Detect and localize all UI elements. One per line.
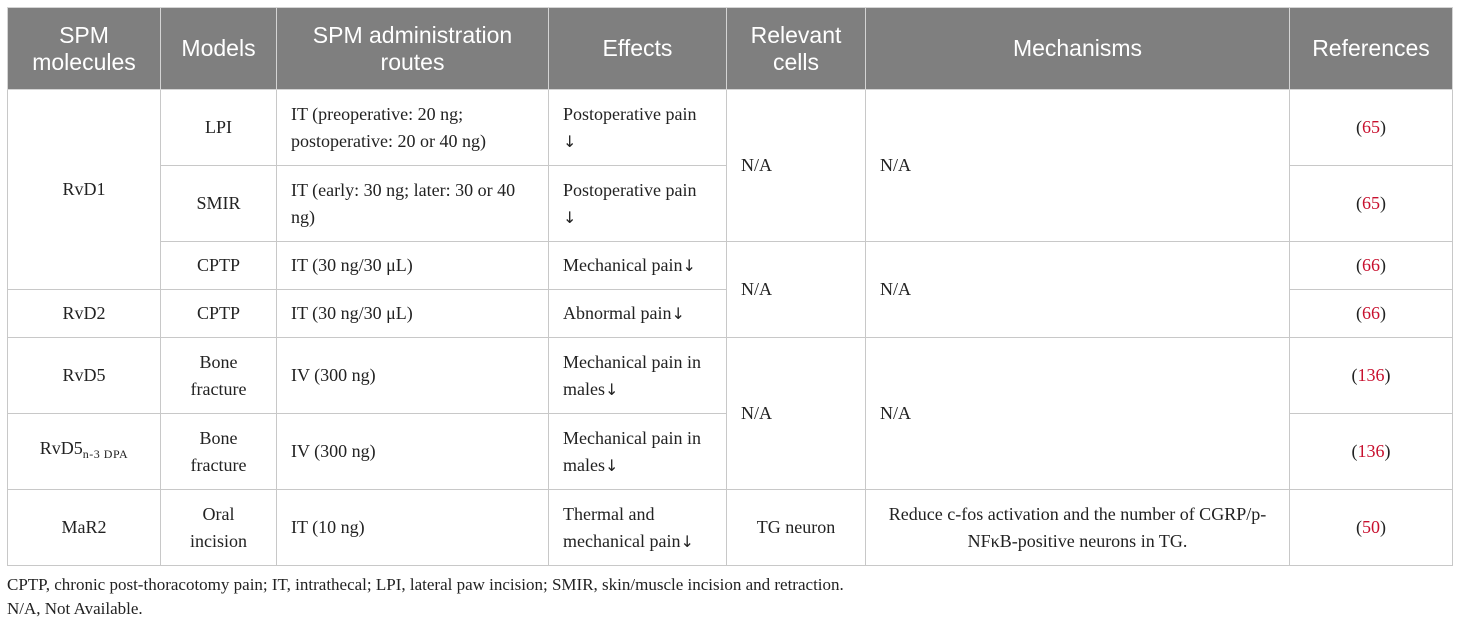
- reference-link[interactable]: 50: [1362, 517, 1380, 537]
- footnote-na: N/A, Not Available.: [7, 599, 143, 618]
- down-arrow-icon: ↓: [682, 256, 696, 275]
- reference-link[interactable]: 66: [1362, 255, 1380, 275]
- effect-text: Abnormal pain: [563, 303, 672, 323]
- footnote-abbreviations: CPTP, chronic post-thoracotomy pain; IT, intrathecal; LPI, lateral paw incision; SMIR, skin/muscle incision and retraction.: [7, 575, 844, 594]
- cells-cell: N/A: [727, 90, 866, 242]
- route-cell: IT (preoperative: 20 ng; postoperative: 20 or 40 ng): [277, 90, 549, 166]
- reference-cell: (65): [1290, 90, 1453, 166]
- header-routes: SPM administration routes: [277, 8, 549, 90]
- reference-cell: (65): [1290, 166, 1453, 242]
- molecule-cell: RvD1: [8, 90, 161, 290]
- reference-link[interactable]: 65: [1362, 193, 1380, 213]
- effect-cell: [549, 242, 727, 290]
- molecule-cell: MaR2: [8, 490, 161, 566]
- molecule-subscript: n-3 DPA: [82, 447, 129, 461]
- reference-cell: (50): [1290, 490, 1453, 566]
- route-cell: IT (30 ng/30 μL): [277, 290, 549, 338]
- effect-text: Thermal and mechanical pain: [563, 503, 681, 551]
- down-arrow-icon: ↓: [680, 531, 694, 551]
- effect-cell: [549, 90, 727, 166]
- effect-text: Mechanical pain: [563, 255, 683, 275]
- header-row: [8, 8, 1453, 90]
- reference-cell: (136): [1290, 338, 1453, 414]
- route-cell: IT (10 ng): [277, 490, 549, 566]
- effect-cell: [549, 490, 727, 566]
- effect-cell: [549, 338, 727, 414]
- table-row: [8, 490, 1453, 566]
- reference-link[interactable]: 136: [1357, 441, 1385, 461]
- header-effects: Effects: [549, 8, 727, 90]
- effect-cell: [549, 414, 727, 490]
- model-cell: CPTP: [161, 290, 277, 338]
- effect-text: Postoperative pain: [563, 179, 697, 200]
- header-cells: Relevant cells: [727, 8, 866, 90]
- cells-cell: N/A: [727, 242, 866, 338]
- model-cell: LPI: [161, 90, 277, 166]
- molecule-cell: [8, 414, 161, 490]
- mechanism-cell: Reduce c-fos activation and the number of CGRP/p-NFκB-positive neurons in TG.: [866, 490, 1290, 566]
- model-cell: SMIR: [161, 166, 277, 242]
- effect-text: Mechanical pain in males: [563, 351, 701, 399]
- route-cell: IT (30 ng/30 μL): [277, 242, 549, 290]
- molecule-cell: RvD5: [8, 338, 161, 414]
- mechanism-cell: N/A: [866, 338, 1290, 490]
- header-references: References: [1290, 8, 1453, 90]
- molecule-text: RvD5: [39, 438, 83, 458]
- down-arrow-icon: ↓: [563, 131, 577, 151]
- mechanism-cell: N/A: [866, 242, 1290, 338]
- reference-link[interactable]: 66: [1362, 303, 1380, 323]
- header-molecules: SPM molecules: [8, 8, 161, 90]
- route-cell: IV (300 ng): [277, 414, 549, 490]
- reference-cell: (66): [1290, 290, 1453, 338]
- down-arrow-icon: ↓: [605, 379, 619, 399]
- molecule-cell: RvD2: [8, 290, 161, 338]
- spm-table: [7, 7, 1453, 566]
- down-arrow-icon: ↓: [605, 455, 619, 475]
- reference-cell: (136): [1290, 414, 1453, 490]
- table-container: [7, 7, 1452, 566]
- table-row: [8, 338, 1453, 414]
- cells-cell: N/A: [727, 338, 866, 490]
- route-cell: IV (300 ng): [277, 338, 549, 414]
- effect-cell: [549, 290, 727, 338]
- cells-cell: TG neuron: [727, 490, 866, 566]
- table-footnotes: [7, 573, 844, 621]
- model-cell: Bone fracture: [161, 338, 277, 414]
- model-cell: Oral incision: [161, 490, 277, 566]
- effect-text: Postoperative pain: [563, 103, 697, 124]
- table-row: [8, 90, 1453, 166]
- mechanism-cell: N/A: [866, 90, 1290, 242]
- table-row: [8, 242, 1453, 290]
- model-cell: Bone fracture: [161, 414, 277, 490]
- effect-cell: [549, 166, 727, 242]
- reference-link[interactable]: 65: [1362, 117, 1380, 137]
- down-arrow-icon: ↓: [671, 304, 685, 323]
- reference-cell: (66): [1290, 242, 1453, 290]
- route-cell: IT (early: 30 ng; later: 30 or 40 ng): [277, 166, 549, 242]
- down-arrow-icon: ↓: [563, 207, 577, 227]
- model-cell: CPTP: [161, 242, 277, 290]
- header-models: Models: [161, 8, 277, 90]
- reference-link[interactable]: 136: [1357, 365, 1385, 385]
- header-mechanisms: Mechanisms: [866, 8, 1290, 90]
- effect-text: Mechanical pain in males: [563, 427, 701, 475]
